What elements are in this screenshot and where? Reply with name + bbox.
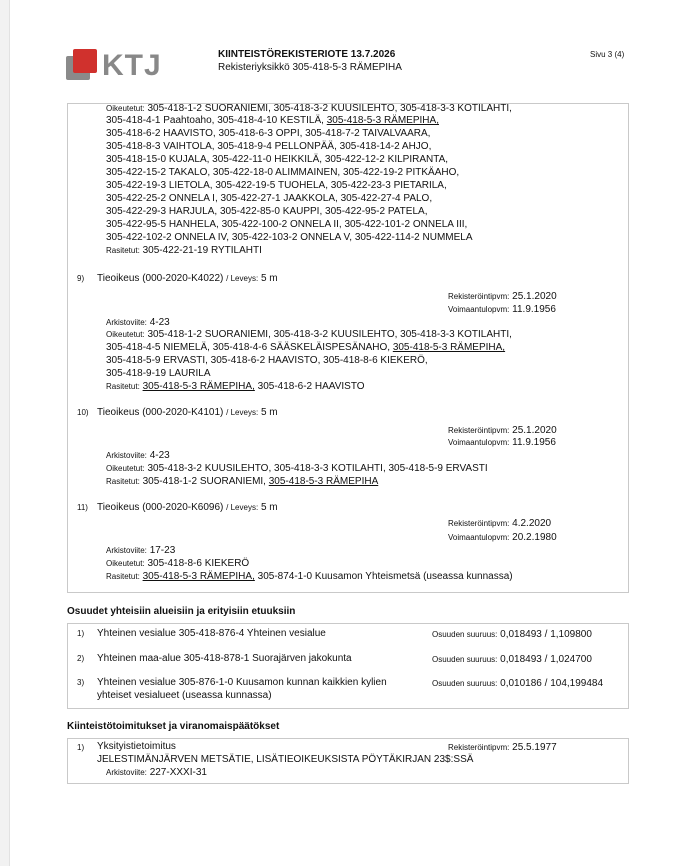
page-number: Sivu 3 (4) [590,50,625,59]
shares-heading: Osuudet yhteisiin alueisiin ja erityisiin etuuksiin [67,606,296,617]
oikeutetut-line-10: 305-422-95-5 HANHELA, 305-422-100-2 ONNELA II, 305-422-101-2 ONNELA III, [106,219,468,230]
rasitetut-line: Rasitetut: 305-418-5-3 RÄMEPIHA, 305-874-1-0 Kuusamon Yhteismetsä (useassa kunnassa) [106,571,513,582]
share-size: Osuuden suuruus: 0,018493 / 1,109800 [432,629,592,640]
item-number: 10) [77,408,89,417]
oikeutetut-line-3: 305-418-5-9 ERVASTI, 305-418-6-2 HAAVISTO, 305-418-8-6 KIEKERÖ, [106,355,428,366]
logo-text: KTJ [102,49,162,82]
oikeutetut-line-6: 305-422-15-2 TAKALO, 305-422-18-0 ALIMMAINEN, 305-422-19-2 PITKÄAHO, [106,167,460,178]
archive-reference: Arkistoviite: 17-23 [106,545,176,556]
item-number: 9) [77,274,85,283]
registration-date: Rekisteröintipvm: 4.2.2020 [448,518,552,529]
oikeutetut-line-1: Oikeutetut: 305-418-3-2 KUUSILEHTO, 305-418-3-3 KOTILAHTI, 305-418-5-9 ERVASTI [106,463,488,474]
oikeutetut-line-9: 305-422-29-3 HARJULA, 305-422-85-0 KAUPPI, 305-422-95-2 PATELA, [106,206,428,217]
decision-description: JELESTIMÄNJÄRVEN METSÄTIE, LISÄTIEOIKEUKSISTA PÖYTÄKIRJAN 23$:SSÄ [97,754,474,765]
rasitetut-line: Rasitetut: 305-418-1-2 SUORANIEMI, 305-418-5-3 RÄMEPIHA [106,476,379,487]
decisions-heading: Kiinteistötoimitukset ja viranomaispäätökset [67,721,280,732]
oikeutetut-line-7: 305-422-19-3 LIETOLA, 305-422-19-5 TUOHELA, 305-422-23-3 PIETARILA, [106,180,447,191]
item-number: 2) [77,654,85,663]
right-title: Tieoikeus (000-2020-K4022) / Leveys: 5 m [97,273,278,284]
share-size: Osuuden suuruus: 0,010186 / 104,199484 [432,678,604,689]
registration-date: Rekisteröintipvm: 25.1.2020 [448,291,557,302]
oikeutetut-line-1: Oikeutetut: 305-418-1-2 SUORANIEMI, 305-418-3-2 KUUSILEHTO, 305-418-3-3 KOTILAHTI, [106,103,512,114]
validity-date: Voimaantulopvm: 11.9.1956 [448,304,556,315]
oikeutetut-line-3: 305-418-6-2 HAAVISTO, 305-418-6-3 OPPI, 305-418-7-2 TAIVALVAARA, [106,128,431,139]
oikeutetut-line-2: 305-418-4-5 NIEMELÄ, 305-418-4-6 SÄÄSKELÄISPESÄNAHO, 305-418-5-3 RÄMEPIHA, [106,342,506,353]
document-title: KIINTEISTÖREKISTERIOTE 13.7.2026 [218,49,396,60]
oikeutetut-line-11: 305-422-102-2 ONNELA IV, 305-422-103-2 ONNELA V, 305-422-114-2 NUMMELA [106,232,473,243]
share-description: Yhteinen vesialue 305-418-876-4 Yhteinen vesialue [97,628,326,639]
ktj-logo [66,49,162,85]
oikeutetut-line-1: Oikeutetut: 305-418-1-2 SUORANIEMI, 305-418-3-2 KUUSILEHTO, 305-418-3-3 KOTILAHTI, [106,329,512,340]
item-number: 3) [77,678,85,687]
rasitetut-line: Rasitetut: 305-418-5-3 RÄMEPIHA, 305-418-6-2 HAAVISTO [106,381,365,392]
oikeutetut-line-5: 305-418-15-0 KUJALA, 305-422-11-0 HEIKKILÄ, 305-422-12-2 KILPIRANTA, [106,154,449,165]
share-size: Osuuden suuruus: 0,018493 / 1,024700 [432,654,592,665]
share-description-line-2: yhteiset vesialueet (useassa kunnassa) [97,690,272,701]
archive-reference: Arkistoviite: 4-23 [106,317,170,328]
decision-type: Yksityistietoimitus [97,741,176,752]
item-number: 1) [77,629,85,638]
rasitetut-line: Rasitetut: 305-422-21-19 RYTILAHTI [106,245,262,256]
validity-date: Voimaantulopvm: 11.9.1956 [448,437,556,448]
item-number: 11) [77,503,88,512]
document-subtitle: Rekisteriyksikkö 305-418-5-3 RÄMEPIHA [218,62,402,73]
oikeutetut-line-4: 305-418-8-3 VAIHTOLA, 305-418-9-4 PELLONPÄÄ, 305-418-14-2 AHJO, [106,141,432,152]
oikeutetut-line-1: Oikeutetut: 305-418-8-6 KIEKERÖ [106,558,250,569]
logo-red-square [73,49,97,73]
right-title: Tieoikeus (000-2020-K6096) / Leveys: 5 m [97,502,278,513]
item-number: 1) [77,743,85,752]
archive-reference: Arkistoviite: 4-23 [106,450,170,461]
right-title: Tieoikeus (000-2020-K4101) / Leveys: 5 m [97,407,278,418]
oikeutetut-line-2: 305-418-4-1 Paahtoaho, 305-418-4-10 KESTILÄ, 305-418-5-3 RÄMEPIHA, [106,115,439,126]
oikeutetut-line-4: 305-418-9-19 LAURILA [106,368,211,379]
validity-date: Voimaantulopvm: 20.2.1980 [448,532,557,543]
page-edge [0,0,10,866]
oikeutetut-line-8: 305-422-25-2 ONNELA I, 305-422-27-1 JAAKKOLA, 305-422-27-4 PALO, [106,193,433,204]
share-description: Yhteinen maa-alue 305-418-878-1 Suorajärven jakokunta [97,653,352,664]
share-description: Yhteinen vesialue 305-876-1-0 Kuusamon kunnan kaikkien kylien [97,677,387,688]
archive-reference: Arkistoviite: 227-XXXI-31 [106,767,207,778]
registration-date: Rekisteröintipvm: 25.5.1977 [448,742,557,753]
registration-date: Rekisteröintipvm: 25.1.2020 [448,425,557,436]
